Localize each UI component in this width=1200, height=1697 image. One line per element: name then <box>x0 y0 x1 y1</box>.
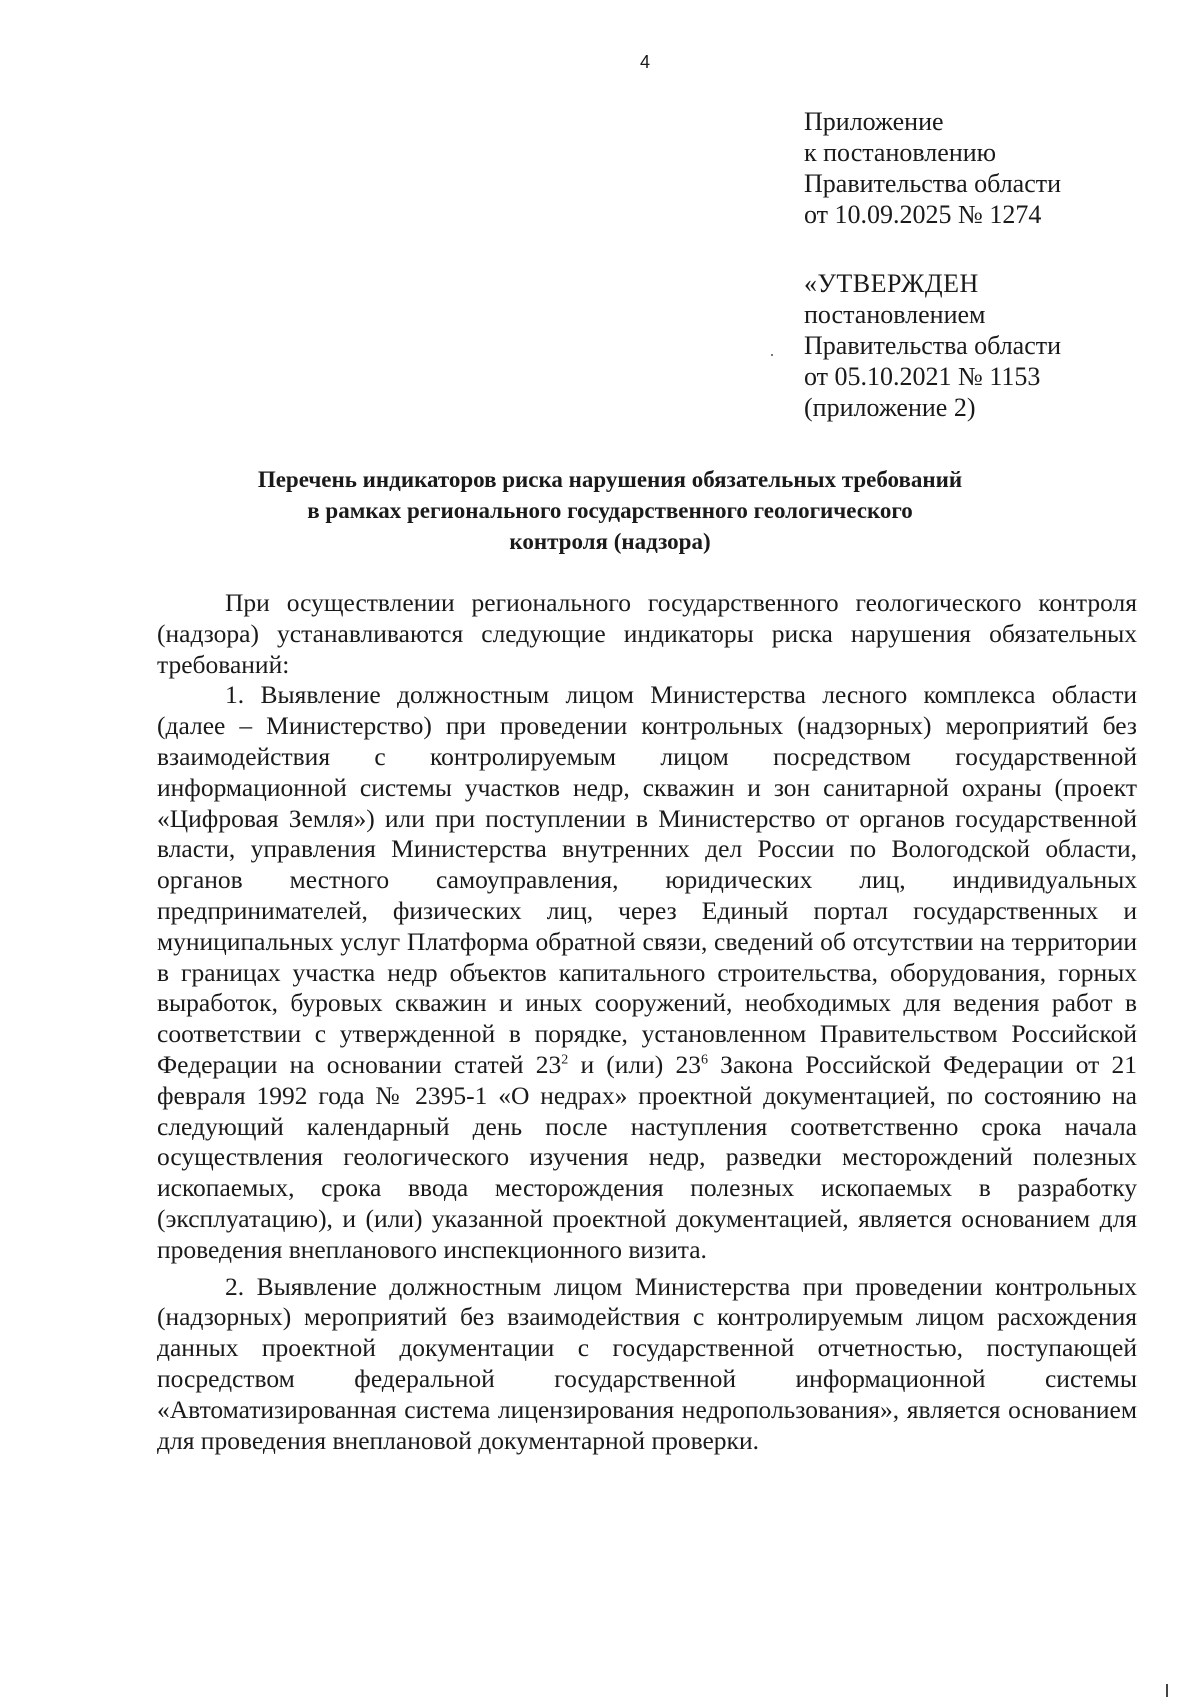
document-title <box>140 464 1080 557</box>
approved-line: постановлением <box>804 300 986 329</box>
appendix-date-number: от 10.09.2025 № 1274 <box>804 200 1042 229</box>
item1-text-part3: Закона Российской Федерации от 21 февраля 1992 года № 2395-1 «О недрах» проектной документацией, по состоянию на следующий календарный день после наступления соответственно срока начала осуществления геологического изучения недр, разведки месторождений полезных ископаемых, срока ввода месторождения полезных ископаемых в разработку (эксплуатацию), и (или) указанной проектной документацией, является основанием для проведения внепланового инспекционного визита. <box>157 1049 1137 1264</box>
list-item-2: 2. Выявление должностным лицом Министерства при проведении контрольных (надзорных) мероприятий без взаимодействия с контролируемым лицом расхождения данных проектной документации с государственной отчетностью, поступающей посредством федеральной государственной информационной системы «Автоматизированная система лицензирования недропользования», является основанием для проведения внеплановой документарной проверки. <box>157 1271 1137 1455</box>
scan-artifact <box>1166 1684 1168 1697</box>
approved-heading: «УТВЕРЖДЕН <box>804 269 979 298</box>
item1-text-part2: и (или) 23 <box>568 1049 701 1079</box>
document-body <box>157 588 1137 1456</box>
scan-artifact <box>771 354 773 356</box>
list-item-1 <box>157 680 1137 1265</box>
approval-stamp-block <box>804 268 1061 423</box>
item1-superscript-1: 2 <box>561 1052 569 1068</box>
title-line: Перечень индикаторов риска нарушения обязательных требований <box>257 467 963 492</box>
page-number: 4 <box>639 52 650 72</box>
approved-annex-ref: (приложение 2) <box>804 393 976 422</box>
approved-line: Правительства области <box>804 331 1062 360</box>
approved-date-number: от 05.10.2021 № 1153 <box>804 362 1041 391</box>
appendix-line: Правительства области <box>804 169 1062 198</box>
title-line: в рамках регионального государственного геологического <box>307 498 913 523</box>
appendix-line: к постановлению <box>804 138 997 167</box>
intro-paragraph: При осуществлении регионального государственного геологического контроля (надзора) устанавливаются следующие индикаторы риска нарушения обязательных требований: <box>157 588 1137 679</box>
appendix-line: Приложение <box>804 107 944 136</box>
item1-superscript-2: 6 <box>700 1052 708 1068</box>
item1-text-part1: 1. Выявление должностным лицом Министерства лесного комплекса области (далее – Министерство) при проведении контрольных (надзорных) мероприятий без взаимодействия с контролируемым лицом посредством государственной информационной системы участков недр, скважин и зон санитарной охраны (проект «Цифровая Земля») или при поступлении в Министерство от органов государственной власти, управления Министерства внутренних дел России по Вологодской области, органов местного самоуправления, юридических лиц, индивидуальных предпринимателей, физических лиц, через Единый портал государственных и муниципальных услуг Платформа обратной связи, сведений об отсутствии на территории в границах участка недр объектов капитального строительства, оборудования, горных выработок, буровых скважин и иных сооружений, необходимых для ведения работ в соответствии с утвержденной в порядке, установленном Правительством Российской Федерации на основании статей 23 <box>157 680 1137 1079</box>
title-line: контроля (надзора) <box>509 529 711 554</box>
appendix-header <box>804 106 1061 230</box>
